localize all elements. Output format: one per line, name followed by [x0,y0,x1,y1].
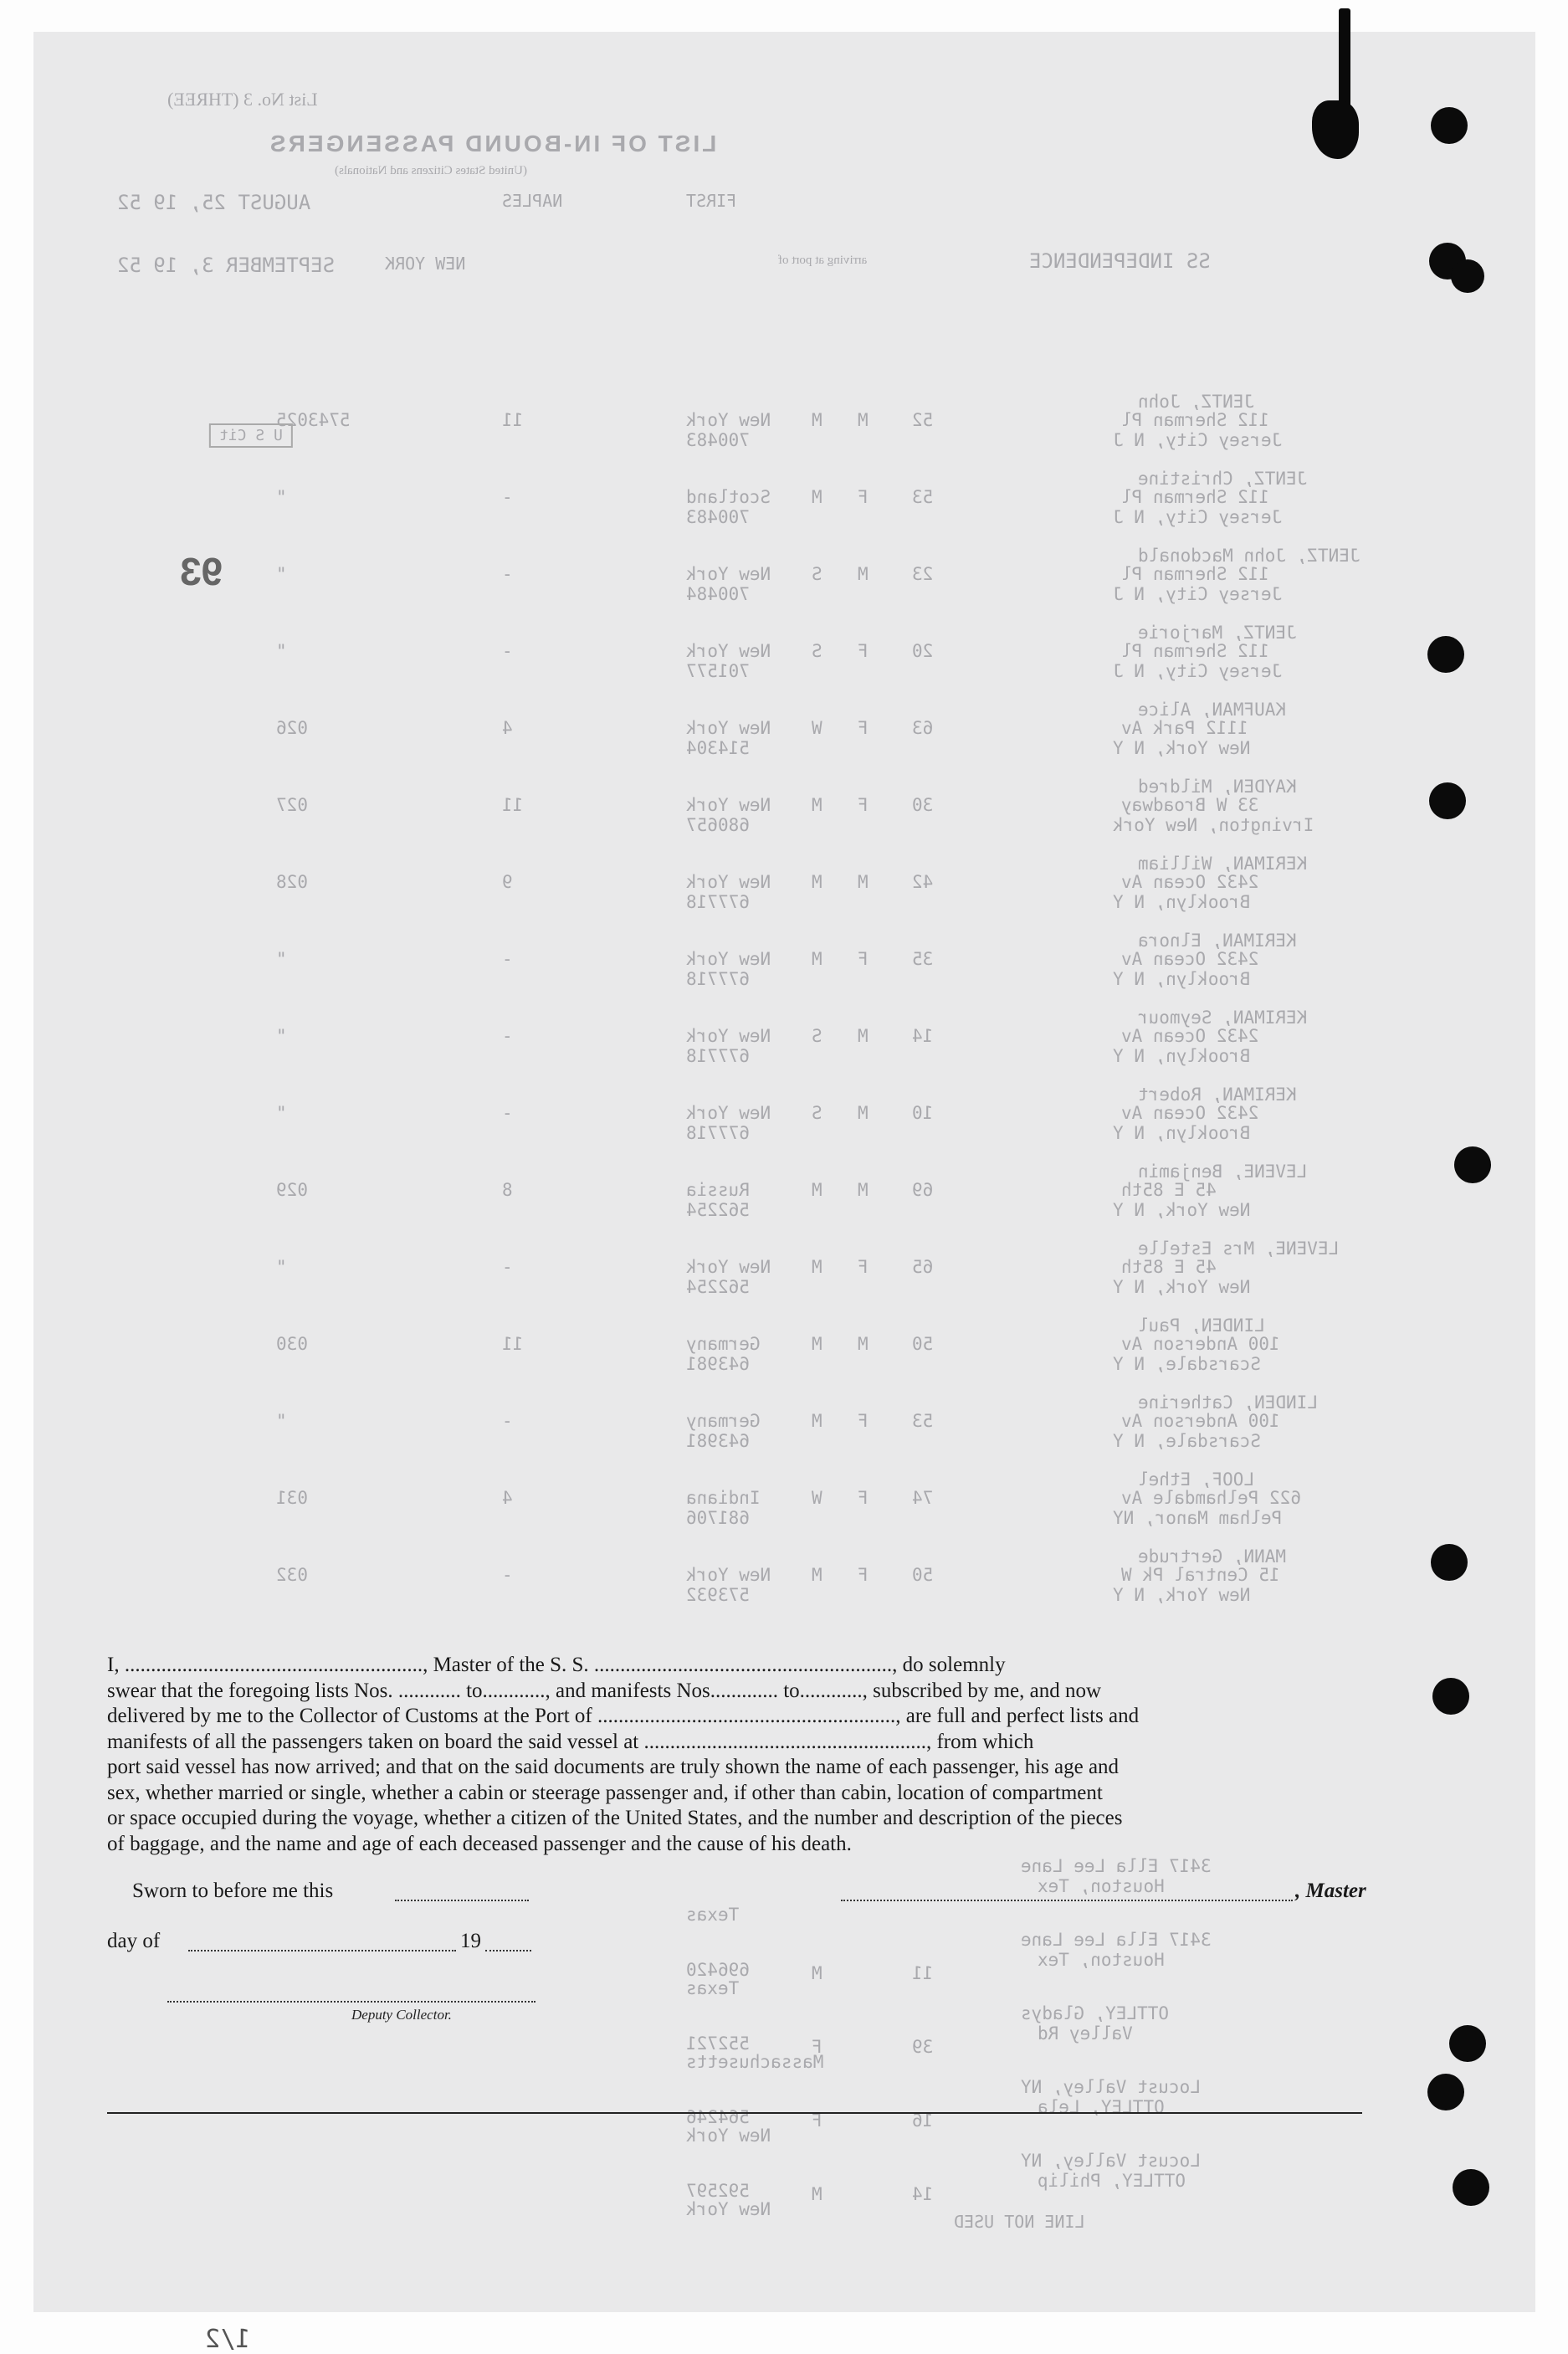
passenger-address-city: New York, N Y [1113,1585,1251,1605]
passenger-row [33,623,1535,700]
lower-name: Locust Valley, NY [1021,2151,1201,2171]
passenger-age: 30 [912,795,934,815]
punch-hole [1454,1146,1491,1183]
passenger-passport: 677718 [686,969,750,989]
passenger-marital: M [812,949,822,969]
passenger-age: 50 [912,1334,934,1354]
year-line [485,1950,531,1951]
lower-name: OTTLEY, Gladys [1021,2003,1170,2023]
lower-age: 14 [912,2184,934,2204]
passenger-address: 100 Anderson Av [1121,1334,1280,1354]
passenger-row [33,931,1535,1008]
lower-place: OTTLEY, Philip [1038,2171,1186,2191]
list-subtitle: (United States Citizens and Nationals) [335,164,527,177]
lower-passenger-row [33,2003,1535,2080]
passenger-passport: 514304 [686,738,750,758]
passenger-marital: S [812,1103,822,1123]
passenger-name: KERIMAN, Robert [1138,1085,1297,1105]
passenger-address-city: Pelham Manor, NY [1113,1508,1283,1528]
passenger-birthplace: Germany [686,1334,761,1354]
passenger-age: 53 [912,487,934,507]
passenger-age: 35 [912,949,934,969]
passenger-row [33,700,1535,777]
passenger-address: 112 Sherman Pl [1121,564,1270,584]
passenger-name: JENTZ, Marjorie [1138,623,1297,643]
lower-passport: 696420 [686,1960,750,1980]
passenger-age: 23 [912,564,934,584]
passenger-address-city: Scarsdale, N Y [1113,1431,1262,1451]
passenger-passport: 562254 [686,1277,750,1297]
punch-hole [1427,636,1464,673]
passenger-row [33,854,1535,931]
passenger-passport: 643981 [686,1431,750,1451]
passenger-sex: M [858,872,869,892]
lower-birthplace: Massachusetts [686,2052,824,2072]
passenger-sex: F [858,949,869,969]
passenger-baggage: 4 [502,1488,513,1508]
passenger-address: 33 W Broadway [1121,795,1259,815]
passenger-sex: F [858,1565,869,1585]
passenger-passport: 562254 [686,1200,750,1220]
passenger-table [33,392,1535,1697]
passenger-name: JENTZ, John Macdonald [1138,546,1360,566]
passenger-marital: M [812,1565,822,1585]
passenger-name: KAUFMAN, Alice [1138,700,1287,720]
passenger-baggage: 11 [502,410,524,430]
day-of-line [188,1950,456,1951]
passenger-name: LEVENE, Benjamin [1138,1162,1308,1182]
passenger-address: 45 E 85th [1121,1257,1217,1277]
passenger-baggage: 11 [502,795,524,815]
oath-line: or space occupied during the voyage, whether a citizen of the United States, and the number and description of the pieces [107,1807,1123,1829]
passenger-name: KERIMAN, Elnora [1138,931,1297,951]
passenger-address-city: Jersey City, N J [1113,430,1283,450]
lower-passenger-row [33,2077,1535,2154]
passenger-baggage: - [502,641,513,661]
passenger-passport: 677718 [686,1046,750,1066]
passenger-baggage: - [502,1565,513,1585]
passenger-address: 45 E 85th [1121,1180,1217,1200]
lower-passport: 564246 [686,2107,750,2127]
passenger-birthplace: New York [686,641,771,661]
oath-line: delivered by me to the Collector of Customs at the Port of ........................................................., are full and perfect lists and [107,1705,1140,1727]
passenger-address-city: Brooklyn, N Y [1113,1046,1251,1066]
deputy-signature-line [167,2001,535,2003]
port-from-field: NAPLES [502,191,563,211]
lower-age: 11 [912,1963,934,1983]
passenger-address: 2432 Ocean Av [1121,1026,1259,1046]
passenger-birthplace: Germany [686,1411,761,1431]
citizen-stamp: U S Cit [209,423,293,448]
lower-name: Locust Valley, NY [1021,2077,1201,2097]
passenger-address: 622 Pelhamdale Av [1121,1488,1301,1508]
passenger-sex: M [858,1026,869,1046]
passenger-marital: M [812,872,822,892]
passenger-baggage: - [502,487,513,507]
lower-age: 16 [912,2110,934,2131]
passenger-baggage: - [502,1026,513,1046]
lower-sex: M [812,1963,822,1983]
page-stamp: 93 [180,550,223,593]
passenger-address: 100 Anderson Av [1121,1411,1280,1431]
passenger-address: 2432 Ocean Av [1121,872,1259,892]
punch-hole [1432,1678,1469,1715]
passenger-ticket: 5743025 [276,410,351,430]
passenger-marital: M [812,1257,822,1277]
passenger-marital: M [812,1180,822,1200]
passenger-baggage: - [502,1257,513,1277]
passenger-address-city: Brooklyn, N Y [1113,1123,1251,1143]
passenger-age: 14 [912,1026,934,1046]
passenger-baggage: 8 [502,1180,513,1200]
passenger-address: 112 Sherman Pl [1121,641,1270,661]
passenger-baggage: - [502,564,513,584]
passenger-birthplace: New York [686,795,771,815]
deputy-collector-label: Deputy Collector. [351,2007,452,2023]
corner-scrawl: 1/2 [205,2325,251,2354]
passenger-ticket: 032 [276,1565,308,1585]
passenger-ticket: " [276,1103,287,1123]
passenger-passport: 700483 [686,507,750,527]
passenger-sex: F [858,1488,869,1508]
passenger-row [33,1239,1535,1315]
passenger-ticket: 028 [276,872,308,892]
passenger-baggage: 11 [502,1334,524,1354]
passenger-address-city: Brooklyn, N Y [1113,969,1251,989]
oath-line: port said vessel has now arrived; and that on the said documents are truly shown the name of each passenger, his age and [107,1756,1120,1778]
passenger-ticket: " [276,1026,287,1046]
passenger-passport: 681706 [686,1508,750,1528]
passenger-sex: F [858,641,869,661]
lower-birthplace: New York [686,2199,771,2219]
passenger-age: 10 [912,1103,934,1123]
passenger-birthplace: Indiana [686,1488,761,1508]
passenger-sex: F [858,1411,869,1431]
passenger-passport: 643981 [686,1354,750,1374]
arriving-label: arriving at port of [778,254,868,267]
passenger-ticket: " [276,487,287,507]
lower-place: Houston, Tex [1038,1950,1165,1970]
lower-place: Houston, Tex [1038,1876,1165,1896]
passenger-sex: M [858,1103,869,1123]
passenger-birthplace: New York [686,1103,771,1123]
oath-line: manifests of all the passengers taken on board the said vessel at ......................................................, from which [107,1730,1034,1753]
passenger-address: 1112 Park Av [1121,718,1248,738]
passenger-ticket: 026 [276,718,308,738]
passenger-name: JENTZ, Christine [1138,469,1308,489]
passenger-baggage: - [502,949,513,969]
passenger-passport: 701577 [686,661,750,681]
passenger-address-city: Brooklyn, N Y [1113,892,1251,912]
passenger-row [33,1315,1535,1392]
passenger-address-city: New York, N Y [1113,1277,1251,1297]
passenger-sex: F [858,718,869,738]
bottom-rule [107,2112,1362,2114]
passenger-address-city: Jersey City, N J [1113,507,1283,527]
oath-line: sex, whether married or single, whether a cabin or steerage passenger and, if other than cabin, location of compartment [107,1781,1103,1804]
passenger-sex: M [858,564,869,584]
punch-hole [1449,2025,1486,2062]
oath-line: I, ........................................................., Master of the S. S. ........................................................., do solemnly [107,1654,1006,1676]
lower-place: OTTLEY, Lela [1038,2097,1165,2117]
day-of-label: day of [107,1930,161,1952]
passenger-passport: 677718 [686,892,750,912]
passenger-sex: M [858,410,869,430]
date-arrived-field: SEPTEMBER 3, 19 52 [117,254,336,277]
passenger-ticket: 029 [276,1180,308,1200]
passenger-passport: 677718 [686,1123,750,1143]
passenger-baggage: 4 [502,718,513,738]
lower-sex: F [812,2110,822,2131]
passenger-ticket: " [276,1257,287,1277]
passenger-marital: S [812,564,822,584]
passenger-marital: W [812,718,822,738]
passenger-sex: F [858,487,869,507]
lower-passport: 592597 [686,2181,750,2201]
passenger-ticket: " [276,641,287,661]
passenger-age: 74 [912,1488,934,1508]
passenger-marital: S [812,1026,822,1046]
list-title: LIST OF IN-BOUND PASSENGERS [268,131,717,156]
passenger-address-city: Irvington, New York [1113,815,1314,835]
passenger-ticket: 027 [276,795,308,815]
lower-sex: F [812,2037,822,2057]
date-sailed-field: AUGUST 25, 19 52 [117,191,311,214]
passenger-ticket: " [276,564,287,584]
lower-passenger-row [33,1930,1535,2007]
passenger-marital: M [812,1411,822,1431]
passenger-marital: M [812,410,822,430]
passenger-age: 42 [912,872,934,892]
sworn-date-line [395,1900,529,1901]
lower-passenger-row [33,2151,1535,2228]
passenger-birthplace: Russia [686,1180,750,1200]
passenger-birthplace: New York [686,564,771,584]
passenger-birthplace: New York [686,1026,771,1046]
passenger-row [33,546,1535,623]
master-label: , Master [1295,1880,1366,1902]
passenger-address-city: Jersey City, N J [1113,584,1283,604]
passenger-address-city: Scarsdale, N Y [1113,1354,1262,1374]
passenger-passport: 700483 [686,430,750,450]
passenger-baggage: - [502,1103,513,1123]
line-not-used: LINE NOT USED [954,2212,1085,2232]
passenger-age: 69 [912,1180,934,1200]
passenger-address: 2432 Ocean Av [1121,949,1259,969]
passenger-birthplace: New York [686,410,771,430]
passenger-sex: M [858,1334,869,1354]
passenger-baggage: - [502,1411,513,1431]
passenger-sex: F [858,795,869,815]
passenger-address-city: New York, N Y [1113,1200,1251,1220]
lower-birthplace: Texas [686,1905,740,1925]
master-signature-line [841,1900,1293,1901]
passenger-address: 112 Sherman Pl [1121,487,1270,507]
passenger-marital: M [812,487,822,507]
passenger-ticket: " [276,1411,287,1431]
passenger-address: 2432 Ocean Av [1121,1103,1259,1123]
passenger-row [33,777,1535,854]
passenger-row [33,1392,1535,1469]
oath-line: swear that the foregoing lists Nos. ............ to............, and manifests Nos............. to............, subscribed by me, and now [107,1679,1102,1702]
passenger-address-city: Jersey City, N J [1113,661,1283,681]
port-arrival-field: NEW YORK [385,254,466,274]
passenger-row [33,1085,1535,1162]
passenger-passport: 700484 [686,584,750,604]
passenger-marital: M [812,1334,822,1354]
lower-name: 3417 Ella Lee Lane [1021,1930,1212,1950]
passenger-ticket: 030 [276,1334,308,1354]
passenger-age: 53 [912,1411,934,1431]
passenger-row [33,1162,1535,1239]
passenger-name: LINDEN, Catherine [1138,1392,1318,1413]
year-label: 19 [460,1930,481,1952]
punch-hole [1431,1544,1468,1581]
class-field: FIRST [686,191,737,211]
master-oath [107,1653,1364,1857]
passenger-ticket: 031 [276,1488,308,1508]
passenger-name: KERIMAN, William [1138,854,1308,874]
passenger-marital: W [812,1488,822,1508]
lower-passenger-table [33,1856,1535,2224]
passenger-marital: M [812,795,822,815]
passenger-name: LEVENE, Mrs Estelle [1138,1239,1340,1259]
punch-hole [1427,2074,1464,2110]
passenger-birthplace: New York [686,949,771,969]
passenger-age: 52 [912,410,934,430]
passenger-name: LOOF, Ethel [1138,1469,1255,1490]
sworn-label: Sworn to before me this [132,1880,334,1902]
lower-name: 3417 Ella Lee Lane [1021,1856,1212,1876]
passenger-birthplace: New York [686,872,771,892]
passenger-address-city: New York, N Y [1113,738,1251,758]
passenger-baggage: 9 [502,872,513,892]
passenger-sex: M [858,1180,869,1200]
lower-birthplace: Texas [686,1978,740,1998]
punch-hole [1431,107,1468,144]
punch-hole [1453,2169,1489,2206]
lower-passport: 552721 [686,2033,750,2054]
punch-hole [1451,259,1484,293]
passenger-row [33,1008,1535,1085]
passenger-sex: F [858,1257,869,1277]
passenger-passport: 680657 [686,815,750,835]
passenger-name: MANN, Gertrude [1138,1546,1287,1567]
passenger-address: 112 Sherman Pl [1121,410,1270,430]
punch-hole [1429,782,1466,819]
passenger-passport: 573932 [686,1585,750,1605]
passenger-age: 63 [912,718,934,738]
passenger-name: JENTZ, John [1138,392,1255,412]
passenger-name: KERIMAN, Seymour [1138,1008,1308,1028]
oath-line: of baggage, and the name and age of each deceased passenger and the cause of his death. [107,1832,852,1855]
passenger-row [33,1469,1535,1546]
passenger-name: KAYDEN, Mildred [1138,777,1297,797]
manifest-sheet [33,32,1535,2354]
passenger-row [33,469,1535,546]
passenger-age: 50 [912,1565,934,1585]
passenger-birthplace: New York [686,718,771,738]
lower-sex: M [812,2184,822,2204]
passenger-address: 15 Central Pk W [1121,1565,1280,1585]
vessel-field: SS INDEPENDENCE [1029,249,1211,273]
passenger-birthplace: Scotland [686,487,771,507]
passenger-name: LINDEN, Paul [1138,1315,1265,1336]
list-number: List No. 3 (THREE) [167,89,318,110]
passenger-birthplace: New York [686,1257,771,1277]
lower-age: 39 [912,2037,934,2057]
passenger-age: 65 [912,1257,934,1277]
passenger-row [33,1546,1535,1623]
lower-place: Valley Rd [1038,2023,1133,2044]
passenger-birthplace: New York [686,1565,771,1585]
lower-birthplace: New York [686,2126,771,2146]
passenger-marital: S [812,641,822,661]
passenger-ticket: " [276,949,287,969]
passenger-age: 20 [912,641,934,661]
